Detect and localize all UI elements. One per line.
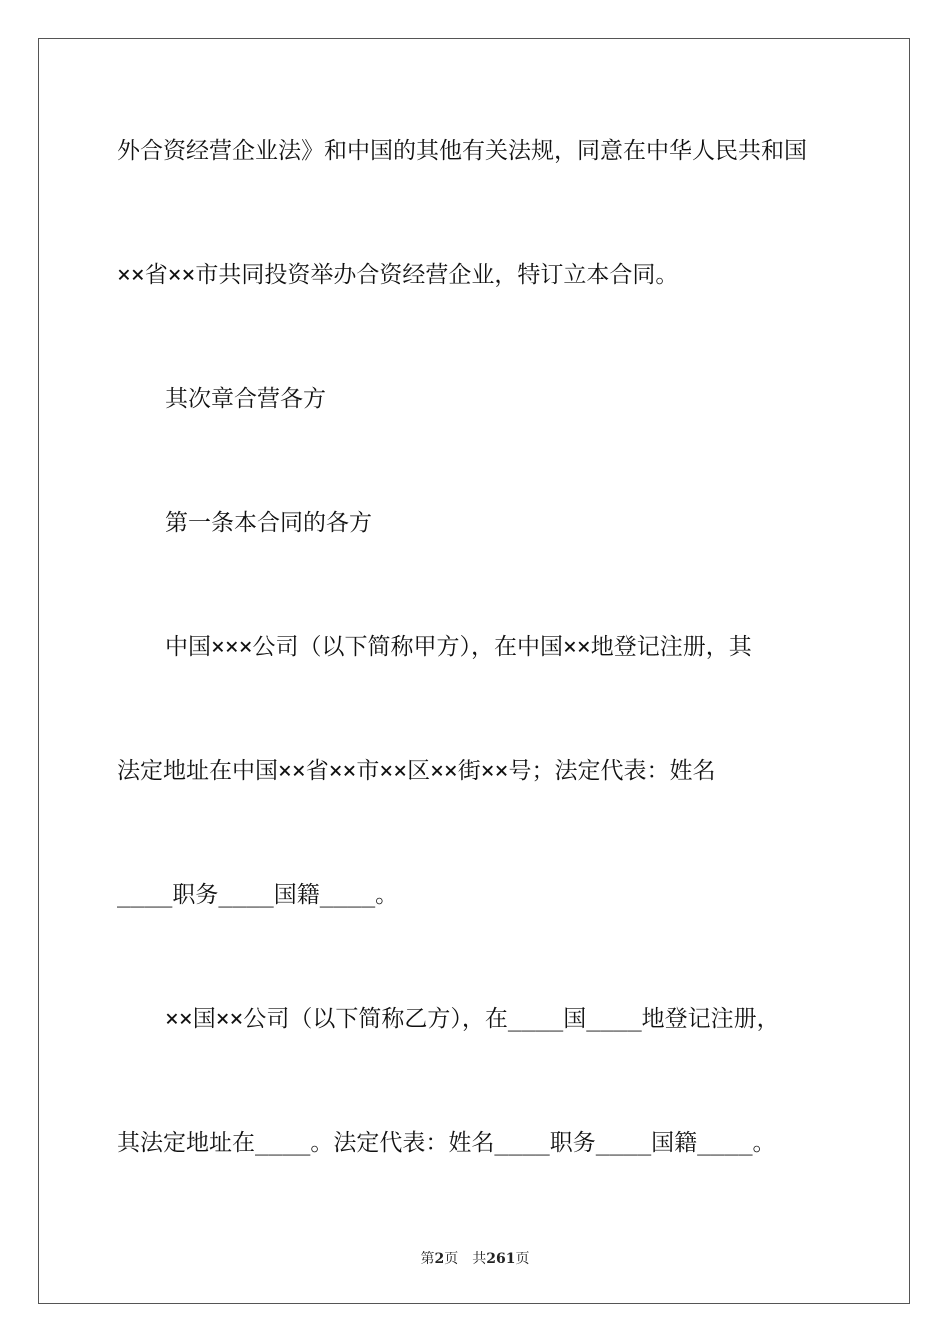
article-heading: 第一条本合同的各方 xyxy=(165,510,372,536)
body-line-9: 其法定地址在____。法定代表：姓名____职务____国籍____。 xyxy=(117,1130,776,1156)
body-line-5: 中国×××公司（以下简称甲方），在中国××地登记注册，其 xyxy=(165,634,752,660)
footer-total-pages: 261 xyxy=(486,1251,516,1267)
page-frame xyxy=(38,38,910,1304)
body-line-6: 法定地址在中国××省××市××区××街××号；法定代表：姓名 xyxy=(117,758,716,784)
page-footer xyxy=(0,1248,950,1268)
footer-page-suffix: 页 xyxy=(444,1251,459,1267)
body-line-2: ××省××市共同投资举办合资经营企业，特订立本合同。 xyxy=(117,262,679,288)
footer-total-suffix: 页 xyxy=(515,1251,530,1267)
body-line-1: 外合资经营企业法》和中国的其他有关法规，同意在中华人民共和国 xyxy=(117,138,807,164)
body-line-7: ____职务____国籍____。 xyxy=(117,882,399,908)
footer-page-number: 2 xyxy=(434,1251,445,1267)
footer-page-prefix: 第 xyxy=(420,1251,435,1267)
footer-total-prefix: 共 xyxy=(472,1251,487,1267)
body-line-8: ××国××公司（以下简称乙方），在____国____地登记注册， xyxy=(165,1006,780,1032)
chapter-heading: 其次章合营各方 xyxy=(165,386,326,412)
